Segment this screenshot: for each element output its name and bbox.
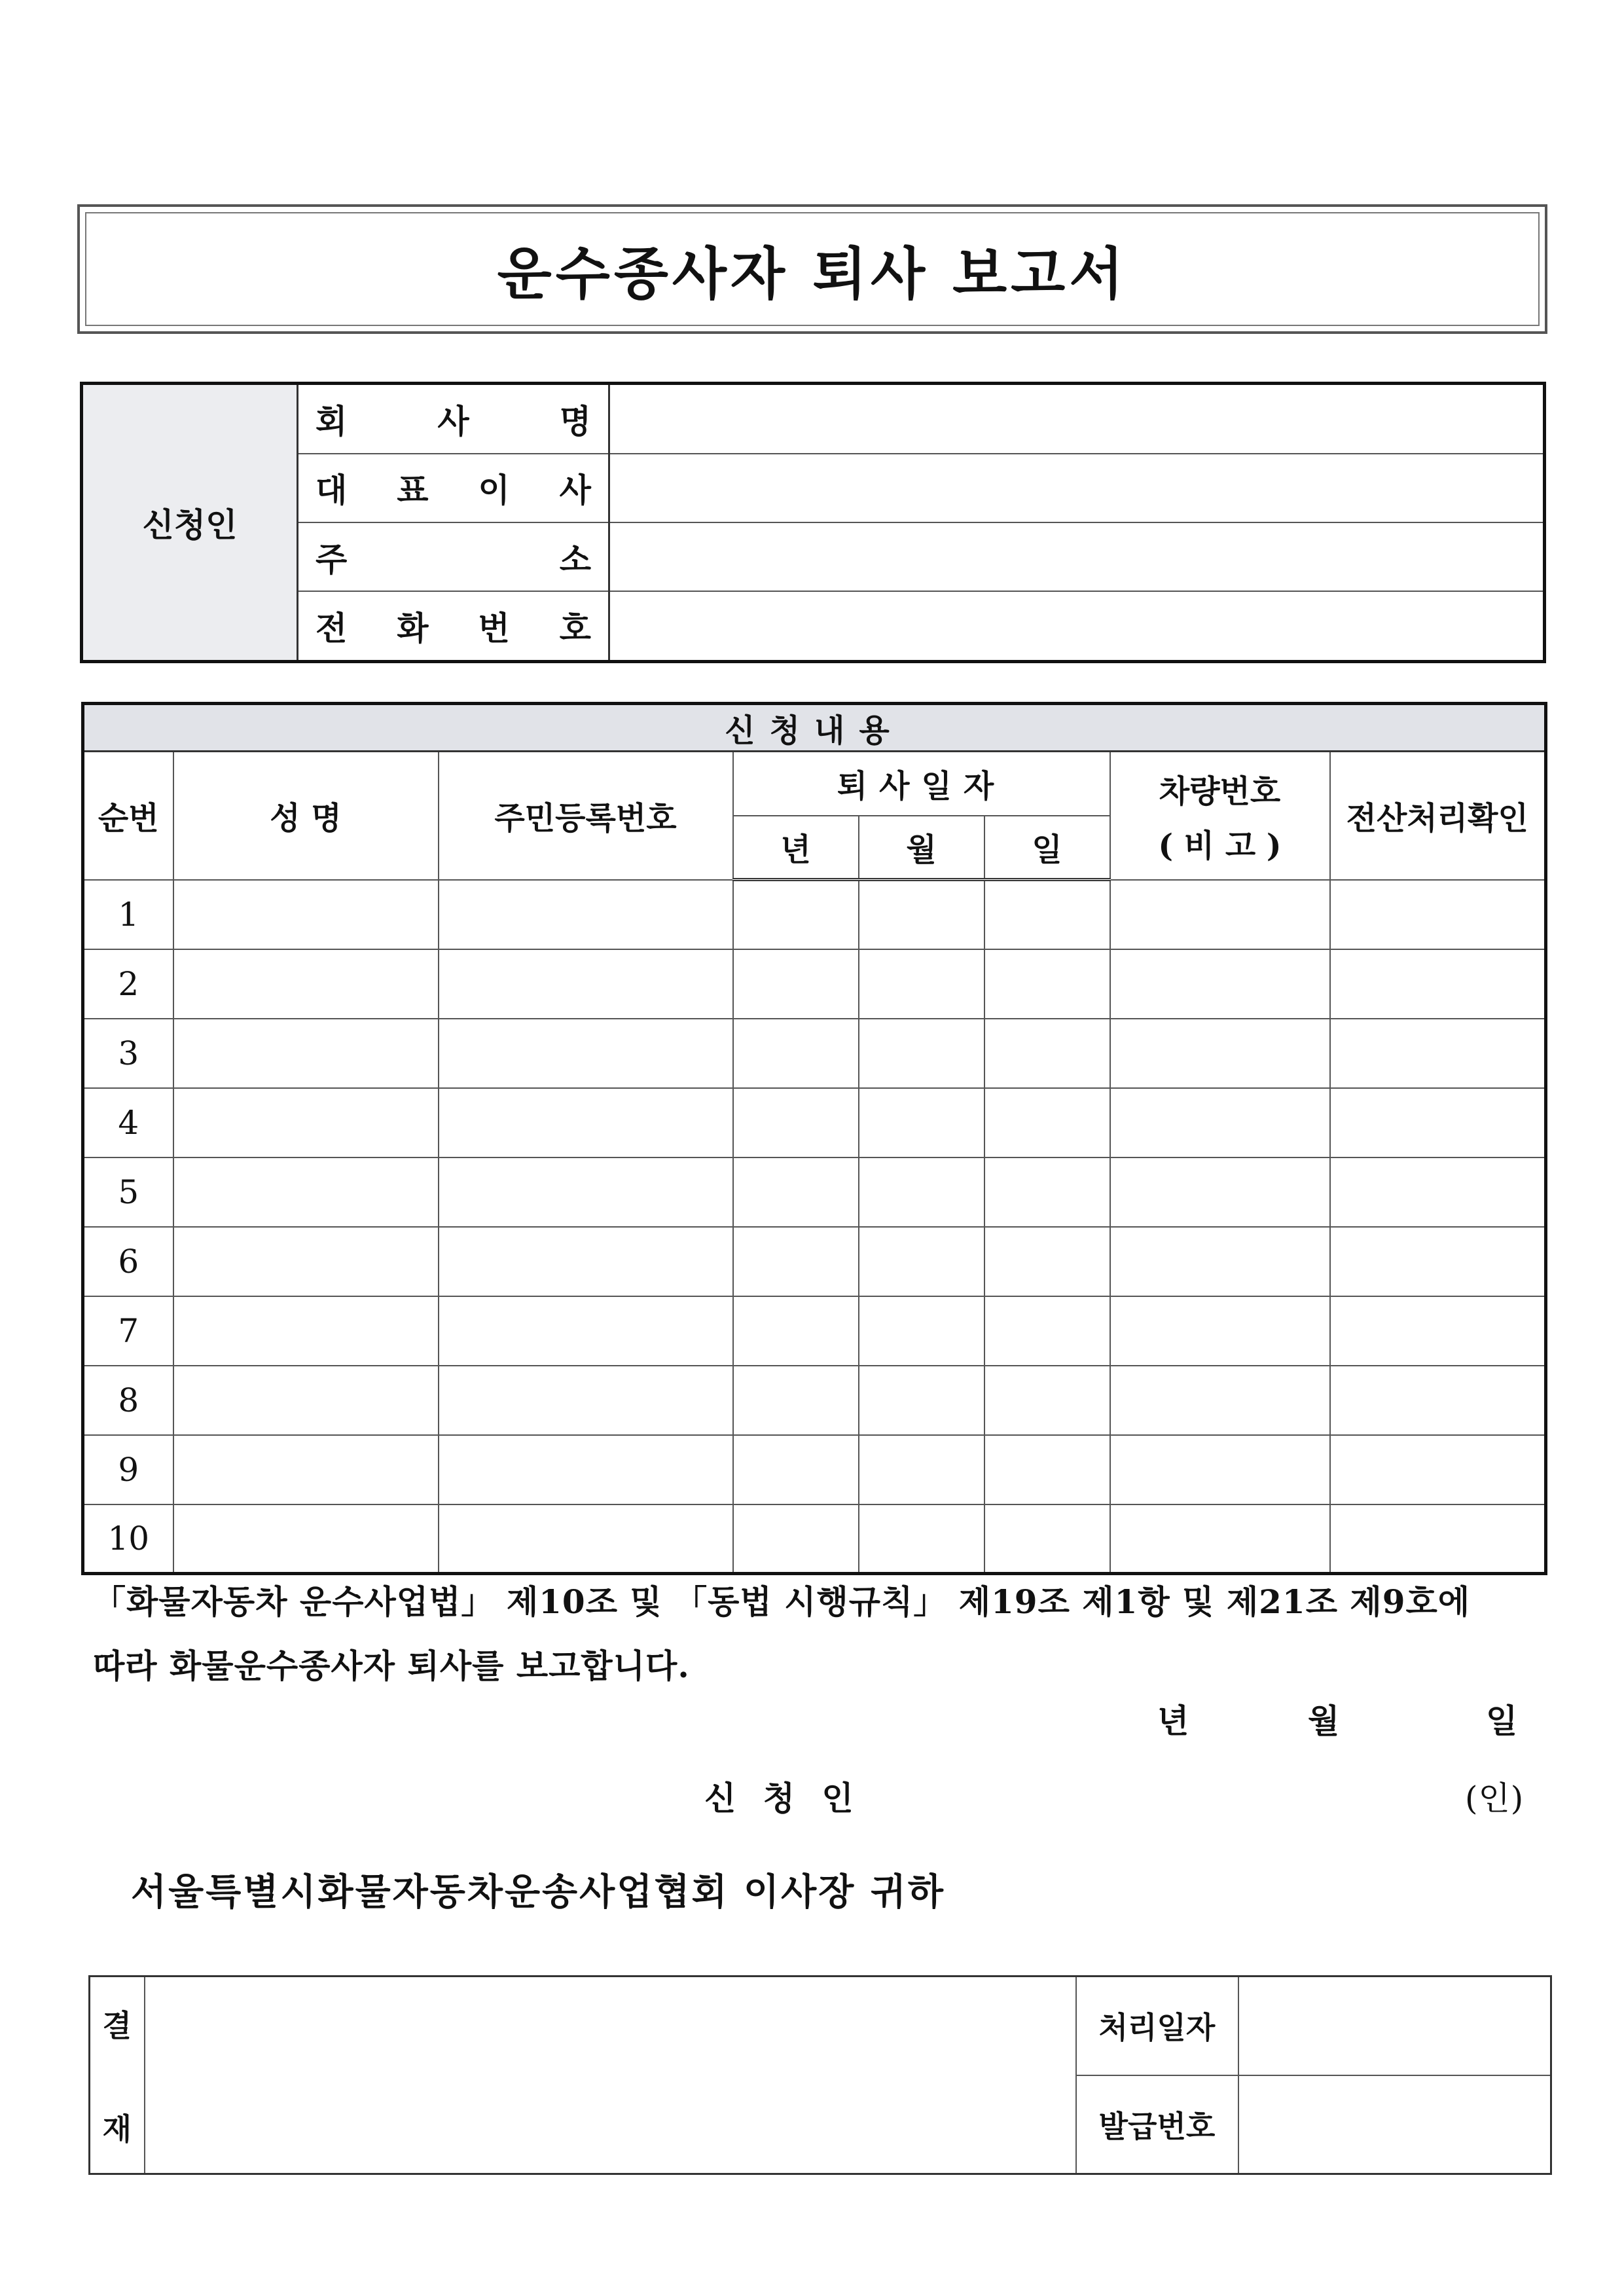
table-row [83, 949, 1546, 1019]
cell-day[interactable] [984, 1504, 1110, 1574]
process-date-field[interactable] [1238, 1977, 1551, 2075]
cell-name[interactable] [173, 1088, 439, 1157]
cell-year[interactable] [733, 1157, 859, 1227]
approval-label-bottom: 재 [102, 2111, 132, 2147]
cell-year[interactable] [733, 1296, 859, 1366]
cell-day[interactable] [984, 1366, 1110, 1435]
cell-year[interactable] [733, 1366, 859, 1435]
header-resign-date: 퇴사일자 [733, 752, 1110, 816]
title-box [77, 204, 1547, 334]
cell-name[interactable] [173, 1504, 439, 1574]
cell-month[interactable] [859, 1019, 984, 1088]
header-name: 성 명 [173, 752, 439, 880]
signature-label: 신 청 인 [704, 1779, 861, 1817]
row-seq: 7 [83, 1296, 173, 1366]
cell-month[interactable] [859, 1435, 984, 1504]
applicant-row [82, 591, 1545, 661]
date-month-label: 월 [1308, 1702, 1341, 1740]
table-row [83, 1296, 1546, 1366]
cell-vehicle-no[interactable] [1110, 949, 1330, 1019]
row-seq: 8 [83, 1366, 173, 1435]
cell-year[interactable] [733, 1504, 859, 1574]
cell-vehicle-no[interactable] [1110, 880, 1330, 949]
table-row [83, 1366, 1546, 1435]
cell-year[interactable] [733, 1435, 859, 1504]
cell-resident-no[interactable] [439, 880, 733, 949]
cell-confirm[interactable] [1330, 1296, 1546, 1366]
cell-year[interactable] [733, 1088, 859, 1157]
header-month: 월 [859, 816, 984, 880]
cell-month[interactable] [859, 880, 984, 949]
seal-mark: (인) [1465, 1779, 1525, 1817]
cell-year[interactable] [733, 1227, 859, 1296]
cell-day[interactable] [984, 1296, 1110, 1366]
company-name-label: 회 사 명 [298, 384, 609, 454]
cell-year[interactable] [733, 949, 859, 1019]
approval-row [90, 1977, 1551, 2075]
cell-year[interactable] [733, 880, 859, 949]
row-seq: 2 [83, 949, 173, 1019]
approval-label-top: 결 [102, 2007, 132, 2043]
row-seq: 5 [83, 1157, 173, 1227]
company-name-field[interactable] [609, 384, 1545, 454]
cell-day[interactable] [984, 880, 1110, 949]
cell-confirm[interactable] [1330, 1435, 1546, 1504]
representative-field[interactable] [609, 454, 1545, 522]
cell-name[interactable] [173, 1435, 439, 1504]
cell-name[interactable] [173, 1019, 439, 1088]
applicant-section-label: 신청인 [82, 384, 298, 662]
date-day-label: 일 [1486, 1702, 1519, 1740]
statement-line-2: 따라 화물운수종사자 퇴사를 보고합니다. [93, 1647, 690, 1685]
process-date-label: 처리일자 [1076, 1977, 1238, 2075]
row-seq: 4 [83, 1088, 173, 1157]
cell-name[interactable] [173, 1296, 439, 1366]
cell-month[interactable] [859, 1366, 984, 1435]
request-table [81, 702, 1547, 1575]
cell-year[interactable] [733, 1019, 859, 1088]
table-row [83, 1435, 1546, 1504]
applicant-row [82, 384, 1545, 454]
cell-day[interactable] [984, 1435, 1110, 1504]
cell-name[interactable] [173, 1366, 439, 1435]
cell-month[interactable] [859, 1157, 984, 1227]
cell-vehicle-no[interactable] [1110, 1019, 1330, 1088]
header-seq: 순번 [83, 752, 173, 880]
applicant-row [82, 522, 1545, 591]
header-vehicle-no [1110, 752, 1330, 880]
cell-resident-no[interactable] [439, 1296, 733, 1366]
addressee: 서울특별시화물자동차운송사업협회 이사장 귀하 [131, 1870, 946, 1914]
table-row [83, 880, 1546, 949]
table-row [83, 1157, 1546, 1227]
phone-label: 전 화 번 호 [298, 591, 609, 661]
representative-label: 대 표 이 사 [298, 454, 609, 522]
cell-resident-no[interactable] [439, 1088, 733, 1157]
cell-confirm[interactable] [1330, 1019, 1546, 1088]
issue-no-label: 발급번호 [1076, 2075, 1238, 2174]
approval-table [88, 1975, 1552, 2175]
cell-confirm[interactable] [1330, 1227, 1546, 1296]
statement-line-1: 「화물자동차 운수사업법」 제10조 및 「동법 시행규칙」 제19조 제1항 및 제21조 제9호에 [93, 1582, 1471, 1621]
cell-resident-no[interactable] [439, 1504, 733, 1574]
cell-vehicle-no[interactable] [1110, 1504, 1330, 1574]
cell-vehicle-no[interactable] [1110, 1296, 1330, 1366]
cell-day[interactable] [984, 1227, 1110, 1296]
table-row [83, 1227, 1546, 1296]
row-seq: 1 [83, 880, 173, 949]
approval-sign-area[interactable] [145, 1977, 1076, 2174]
request-section-row [83, 704, 1546, 752]
header-resident-no: 주민등록번호 [439, 752, 733, 880]
row-seq: 3 [83, 1019, 173, 1088]
cell-confirm[interactable] [1330, 1088, 1546, 1157]
cell-vehicle-no[interactable] [1110, 1088, 1330, 1157]
cell-month[interactable] [859, 1504, 984, 1574]
cell-day[interactable] [984, 1088, 1110, 1157]
cell-resident-no[interactable] [439, 949, 733, 1019]
cell-resident-no[interactable] [439, 1019, 733, 1088]
row-seq: 6 [83, 1227, 173, 1296]
cell-day[interactable] [984, 1157, 1110, 1227]
date-year-label: 년 [1157, 1702, 1190, 1740]
applicant-row [82, 454, 1545, 522]
cell-day[interactable] [984, 949, 1110, 1019]
phone-field[interactable] [609, 591, 1545, 661]
cell-resident-no[interactable] [439, 1366, 733, 1435]
header-row-top [83, 752, 1546, 816]
issue-no-field[interactable] [1238, 2075, 1551, 2174]
row-seq: 10 [83, 1504, 173, 1574]
approval-label [90, 1977, 145, 2174]
header-confirm: 전산처리확인 [1330, 752, 1546, 880]
request-section-label: 신청내용 [83, 704, 1546, 752]
header-vehicle-no-label: 차량번호 [1159, 773, 1281, 810]
cell-resident-no[interactable] [439, 1435, 733, 1504]
cell-vehicle-no[interactable] [1110, 1366, 1330, 1435]
cell-resident-no[interactable] [439, 1227, 733, 1296]
cell-resident-no[interactable] [439, 1157, 733, 1227]
header-remark-label: ( 비 고 ) [1158, 827, 1282, 864]
cell-confirm[interactable] [1330, 1157, 1546, 1227]
cell-vehicle-no[interactable] [1110, 1435, 1330, 1504]
cell-name[interactable] [173, 880, 439, 949]
cell-vehicle-no[interactable] [1110, 1157, 1330, 1227]
table-row [83, 1504, 1546, 1574]
cell-month[interactable] [859, 1088, 984, 1157]
cell-month[interactable] [859, 1227, 984, 1296]
address-field[interactable] [609, 522, 1545, 591]
cell-confirm[interactable] [1330, 880, 1546, 949]
cell-name[interactable] [173, 1227, 439, 1296]
table-row [83, 1088, 1546, 1157]
header-day: 일 [984, 816, 1110, 880]
title-inner-frame [85, 212, 1540, 326]
cell-month[interactable] [859, 1296, 984, 1366]
table-row [83, 1019, 1546, 1088]
row-seq: 9 [83, 1435, 173, 1504]
cell-name[interactable] [173, 949, 439, 1019]
document-title: 운수종사자 퇴사 보고서 [497, 241, 1128, 307]
cell-name[interactable] [173, 1157, 439, 1227]
cell-confirm[interactable] [1330, 1504, 1546, 1574]
applicant-table [80, 382, 1546, 663]
header-year: 년 [733, 816, 859, 880]
cell-day[interactable] [984, 1019, 1110, 1088]
cell-month[interactable] [859, 949, 984, 1019]
cell-confirm[interactable] [1330, 949, 1546, 1019]
address-label: 주 소 [298, 522, 609, 591]
cell-confirm[interactable] [1330, 1366, 1546, 1435]
cell-vehicle-no[interactable] [1110, 1227, 1330, 1296]
